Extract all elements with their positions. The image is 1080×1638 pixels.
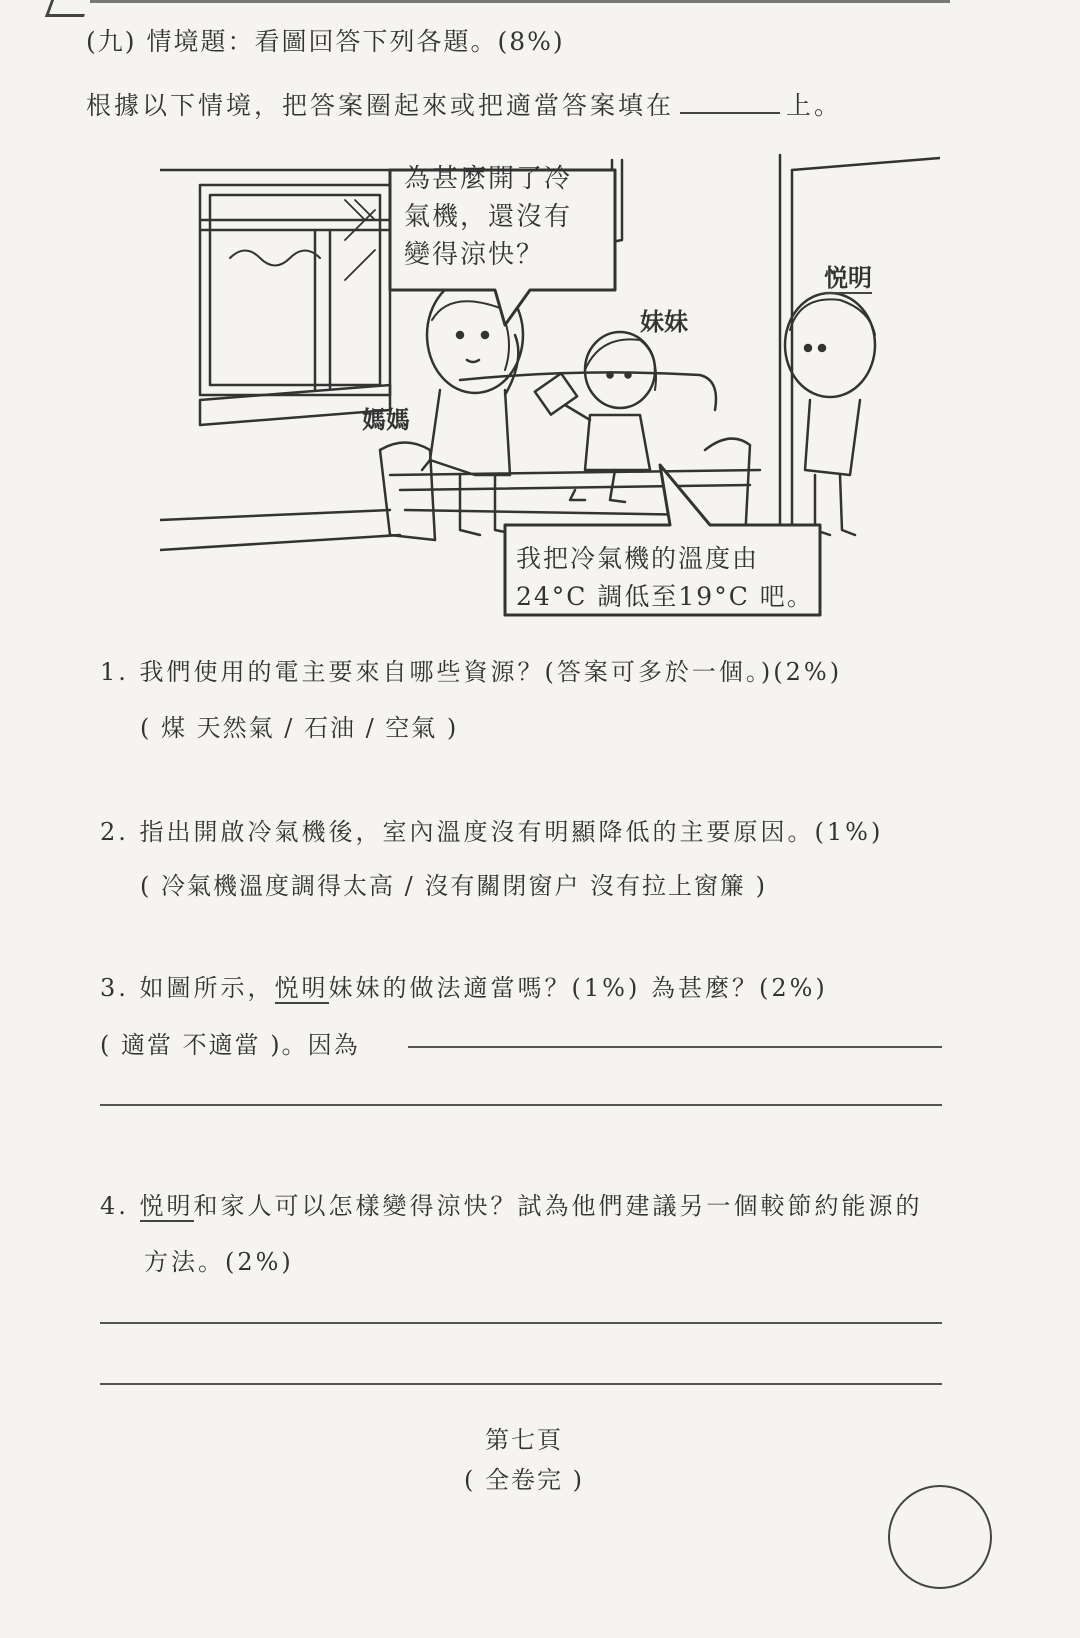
speech-bubble-sister (516, 540, 814, 616)
question-3 (100, 968, 828, 1003)
top-border-line (90, 0, 950, 3)
question-text: 指出開啟冷氣機後，室內溫度沒有明顯降低的主要原因。(1%) (139, 818, 884, 846)
question-text: 和家人可以怎樣變得涼快？試為他們建議另一個較節約能源的 (193, 1192, 923, 1220)
paper-end: ( 全卷完 ) (464, 1466, 584, 1494)
question-number: 1. (100, 658, 129, 686)
label-mother: 媽媽 (362, 405, 410, 434)
instruction-text: 根據以下情境，把答案圈起來或把適當答案填在 (86, 91, 675, 120)
page-number: 第七頁 (485, 1426, 563, 1454)
answer-line[interactable] (100, 1383, 942, 1385)
corner-pen-mark (45, 0, 90, 17)
question-1-options: ( 煤 天然氣 / 石油 / 空氣 ) (140, 714, 459, 742)
question-text: 如圖所示， (139, 974, 275, 1002)
name-underlined: 悦明 (274, 974, 329, 1002)
speech-line: 為甚麼開了冷 (404, 164, 573, 194)
question-number: 2. (100, 818, 129, 846)
label-sister: 妹妹 (640, 307, 688, 336)
name-underlined: 悦明 (139, 1192, 194, 1220)
speech-line: 氣機，還沒有 (404, 202, 573, 232)
question-text-cont: 妹妹的做法適當嗎？(1%) 為甚麼？(2%) (328, 974, 828, 1002)
question-3-options: ( 適當 不適當 )。因為 (100, 1031, 360, 1059)
section-heading: (九) 情境題：看圖回答下列各題。(8%) (86, 27, 565, 56)
speech-bubble-mother (404, 160, 572, 274)
answer-line[interactable] (100, 1322, 942, 1324)
question-2-options: ( 冷氣機溫度調得太高 / 沒有關閉窗户 沒有拉上窗簾 ) (140, 872, 767, 900)
instruction (86, 86, 842, 122)
score-circle (888, 1485, 992, 1589)
question-2 (100, 812, 883, 847)
question-4 (100, 1186, 923, 1221)
speech-line: 變得涼快？ (404, 240, 545, 270)
label-boy-text: 悦明 (824, 263, 872, 292)
question-1 (100, 652, 842, 687)
question-number: 3. (100, 974, 129, 1002)
answer-line[interactable] (408, 1046, 942, 1048)
example-blank (680, 88, 780, 114)
question-number: 4. (100, 1192, 129, 1220)
speech-line: 我把冷氣機的溫度由 (516, 544, 760, 573)
answer-line[interactable] (100, 1104, 942, 1106)
label-boy (824, 258, 872, 293)
question-4-line2: 方法。(2%) (144, 1248, 294, 1276)
speech-line: 24°C 調低至19°C 吧。 (516, 582, 814, 611)
instruction-end: 上。 (786, 91, 843, 120)
question-text: 我們使用的電主要來自哪些資源？(答案可多於一個。)(2%) (139, 658, 843, 686)
